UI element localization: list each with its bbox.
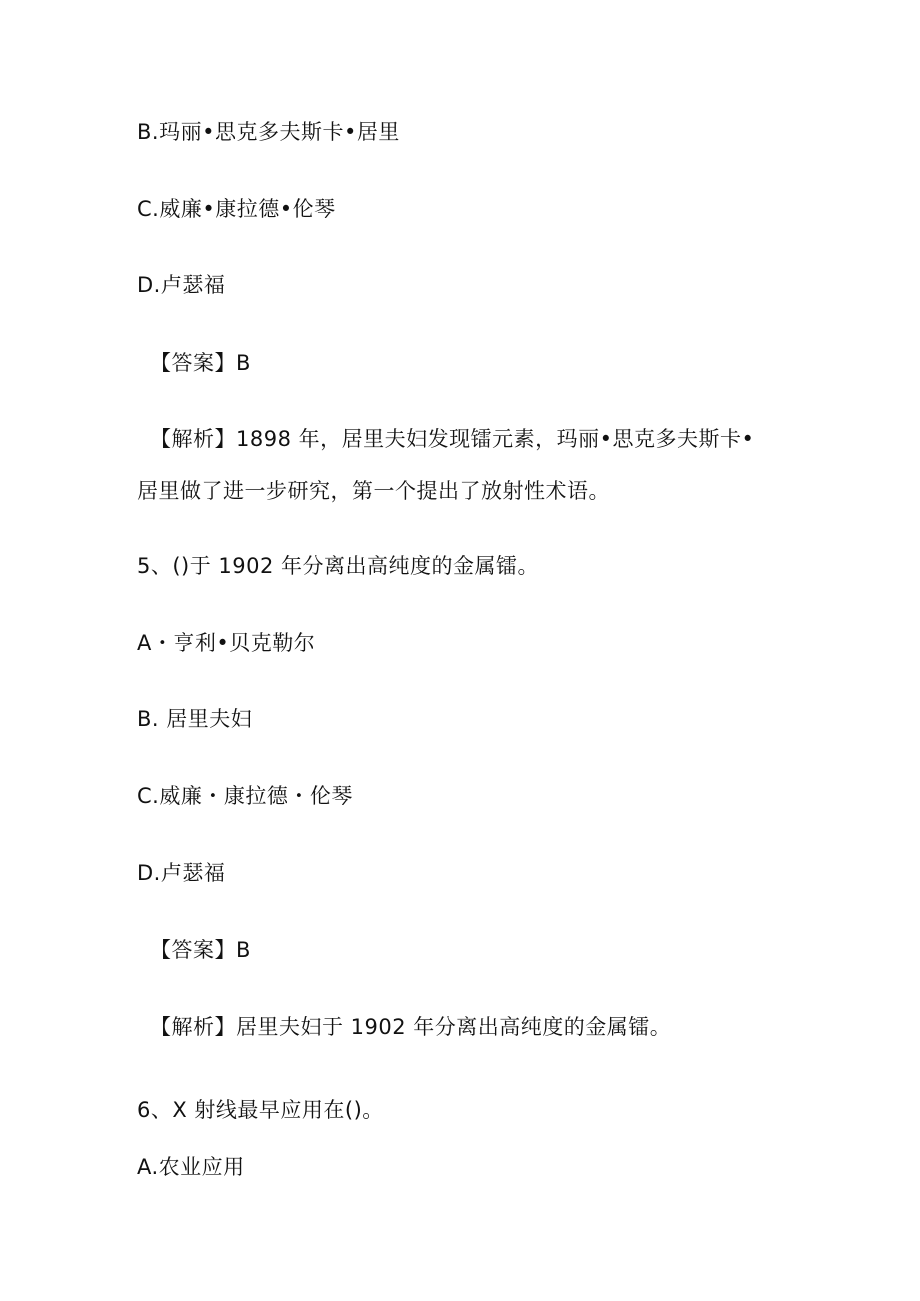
explanation-continuation-line: 居里做了进一步研究，第一个提出了放射性术语。 [137, 479, 610, 503]
option-d-line: D.卢瑟福 [137, 861, 226, 885]
option-c-line: C.威廉・康拉德・伦琴 [137, 784, 353, 808]
explanation-line: 【解析】居里夫妇于 1902 年分离出高纯度的金属镭。 [150, 1015, 672, 1039]
question-6-line: 6、X 射线最早应用在()。 [137, 1098, 384, 1122]
option-a-line: A・亨利•贝克勒尔 [137, 631, 316, 655]
answer-line: 【答案】B [150, 351, 251, 375]
answer-line: 【答案】B [150, 938, 251, 962]
option-c-line: C.威廉•康拉德•伦琴 [137, 197, 336, 221]
option-d-line: D.卢瑟福 [137, 273, 226, 297]
question-5-line: 5、()于 1902 年分离出高纯度的金属镭。 [137, 554, 540, 578]
option-a-line: A.农业应用 [137, 1155, 245, 1179]
option-b-line: B.玛丽•思克多夫斯卡•居里 [137, 120, 400, 144]
explanation-line: 【解析】1898 年，居里夫妇发现镭元素，玛丽•思克多夫斯卡• [150, 427, 755, 451]
option-b-line: B. 居里夫妇 [137, 707, 253, 731]
